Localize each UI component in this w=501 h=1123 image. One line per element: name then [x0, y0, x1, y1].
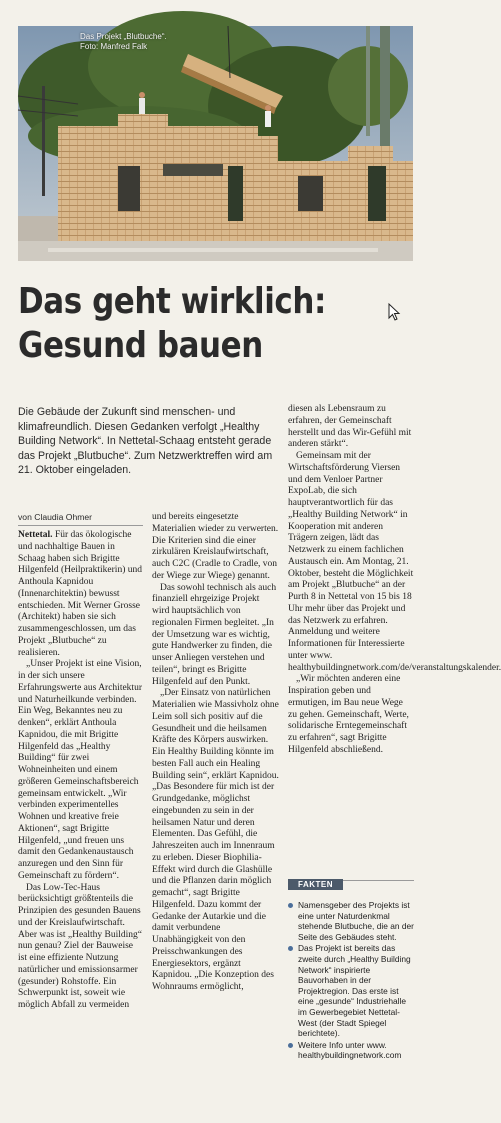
facts-item: Weitere Info unter www. healthybuildingnetwork.com: [288, 1040, 414, 1061]
construction-site-image: [18, 26, 413, 261]
caption-credit: Foto: Manfred Falk: [80, 42, 148, 51]
column-paragraph: Gemeinsam mit der Wirtschaftsförderung Viersen und dem Venloer Partner ExpoLab, die sich hauptverantwortlich für das „Healthy Building Network“ in Kooperation mit anderen Trägern zeigen, lädt das Netzwerk zu einem fachlichen Austausch ein. Am Montag, 21. Oktober, besteht die Möglichkeit am Projekt „Blutbuche“ an der Purth 8 in Nettetal von 15 bis 18 Uhr mehr über das Projekt und das Netzwerk zu erfahren. Anmeldung und weitere Informationen für Interessierte unter www. healthybuildingnetwork.com/de/veranstaltungskalender.: [288, 451, 501, 673]
caption-title: Das Projekt „Blutbuche“.: [80, 32, 167, 41]
bullet-icon: [288, 1043, 293, 1048]
photo-caption: [80, 32, 240, 52]
byline-divider: [18, 525, 143, 526]
column-paragraph: und bereits eingesetzte Materialien wieder zu verwerten. Die Kriterien sind die einer zirkulären Kreislaufwirtschaft, auch C2C (Cradle to Cradle, von der Wiege zur Wiege) genannt.: [152, 512, 279, 581]
column-paragraph: Nettetal. Für das ökologische und nachhaltige Bauen in Schaag haben sich Brigitte Hilgenfeld (Heilpraktikerin) und Anthoula Kapnidou (Innenarchitektin) bewusst entschieden. Mit Werner Grosse (Architekt) haben sie sich zusammengeschlossen, um das Projekt „Blutbuche“ zu realisieren.: [18, 530, 142, 658]
article-headline: [18, 280, 358, 368]
facts-item: Namensgeber des Projekts ist eine unter Naturdenkmal stehende Blutbuche, die an der Seite des Gebäudes steht.: [288, 900, 414, 942]
facts-label: FAKTEN: [288, 879, 343, 890]
article-column-1: [18, 530, 143, 1100]
bullet-icon: [288, 946, 293, 951]
article-column-3: [288, 404, 501, 869]
dateline: Nettetal.: [18, 530, 53, 540]
column-paragraph: Das sowohl technisch als auch finanziell ehrgeizige Projekt wird hauptsächlich von regionalen Firmen begleitet. „In der Umsetzung war es wichtig, gute Handwerker zu finden, die unser Anliegen verstehen und teilen“, bringt es Brigitte Hilgenfeld auf den Punkt.: [152, 582, 277, 687]
column-paragraph: „Der Einsatz von natürlichen Materialien wie Massivholz ohne Leim soll sich positiv auf die Gesundheit und die heilsamen Kräfte des Körpers auswirken. Ein Healthy Building könnte im besten Fall auch ein Healing Building sein“, erklärt Kapnidou. „Das Besondere für mich ist der Grundgedanke, möglichst eingebunden zu sein in der heilsamen Natur und deren Elementen. Das Gefühl, die Jahreszeiten auch im Innenraum zu erleben. Dieser Biophilia-Effekt wird durch die Glashülle und die Pflanzen darin möglich gemacht“, sagt Brigitte Hilgenfeld. Dazu kommt der Gedanke der Autarkie und die damit verbundene Unabhängigkeit von den Preisschwankungen des Energiesektors, ergänzt Kapnidou. „Die Konzeption des Wohnraums ermöglicht,: [152, 688, 279, 992]
facts-item: Das Projekt ist bereits das zweite durch „Healthy Building Network“ inspirierte Bauvorhaben in der Projektregion. Das erste ist eine „gesunde“ Industriehalle im Gewerbegebiet Nettetal-West (der Stadt Spiegel berichtete).: [288, 943, 414, 1038]
column-paragraph: Das Low-Tec-Haus berücksichtigt größtenteils die Prinzipien des gesunden Bauens und der Kreislaufwirtschaft. Aber was ist „Healthy Building“ nun genau? Ziel der Bauweise ist eine effiziente Nutzung natürlicher und emissionsarmer (gesunder) Rohstoffe. Ein Schwerpunkt ist, soweit wie möglich Abfall zu vermeiden: [18, 882, 143, 1010]
headline-line-2: Gesund bauen: [18, 325, 263, 366]
article-column-2: [152, 512, 279, 1097]
column-paragraph: „Wir möchten anderen eine Inspiration geben und ermutigen, im Bau neue Wege zu gehen. Gemeinschaft, Werte, solidarische Erntegemeinschaft zu erfahren“, sagt Brigitte Hilgenfeld abschließend.: [288, 674, 409, 755]
bullet-icon: [288, 903, 293, 908]
article-lead: Die Gebäude der Zukunft sind menschen- und klimafreundlich. Diesen Gedanken verfolgt „Healthy Building Network“. In Nettetal-Schaag entsteht gerade das Projekt „Blutbuche“. Zum Netzwerktreffen wird am 21. Oktober eingeladen.: [18, 406, 273, 477]
facts-box: [288, 874, 414, 1062]
headline-line-1: Das geht wirklich:: [18, 281, 326, 322]
column-paragraph: diesen als Lebensraum zu erfahren, der Gemeinschaft herstellt und das Wir-Gefühl mit anderen stärkt“.: [288, 404, 412, 450]
author-byline: von Claudia Ohmer: [18, 512, 93, 522]
facts-list: [288, 900, 414, 1061]
mouse-cursor-icon: [388, 303, 400, 321]
column-paragraph: „Unser Projekt ist eine Vision, in der sich unsere Erfahrungswerte aus Architektur und Naturheilkunde verbinden. Ein Weg, Bekanntes neu zu denken“, erklärt Anthoula Kapnidou, die mit Brigitte Hilgenfeld das „Healthy Building“ für zwei Wohneinheiten und einem größeren Gemeinschaftsbereich gemeinsam entwickelt. „Wir verbinden experimentelles Wohnen und kreative freie Aktionen“, sagt Brigitte Hilgenfeld, „und freuen uns damit den Gedankenaustausch anzuregen und den Sinn für Gemeinschaft zu fördern“.: [18, 659, 142, 881]
article-photo: [18, 26, 413, 261]
